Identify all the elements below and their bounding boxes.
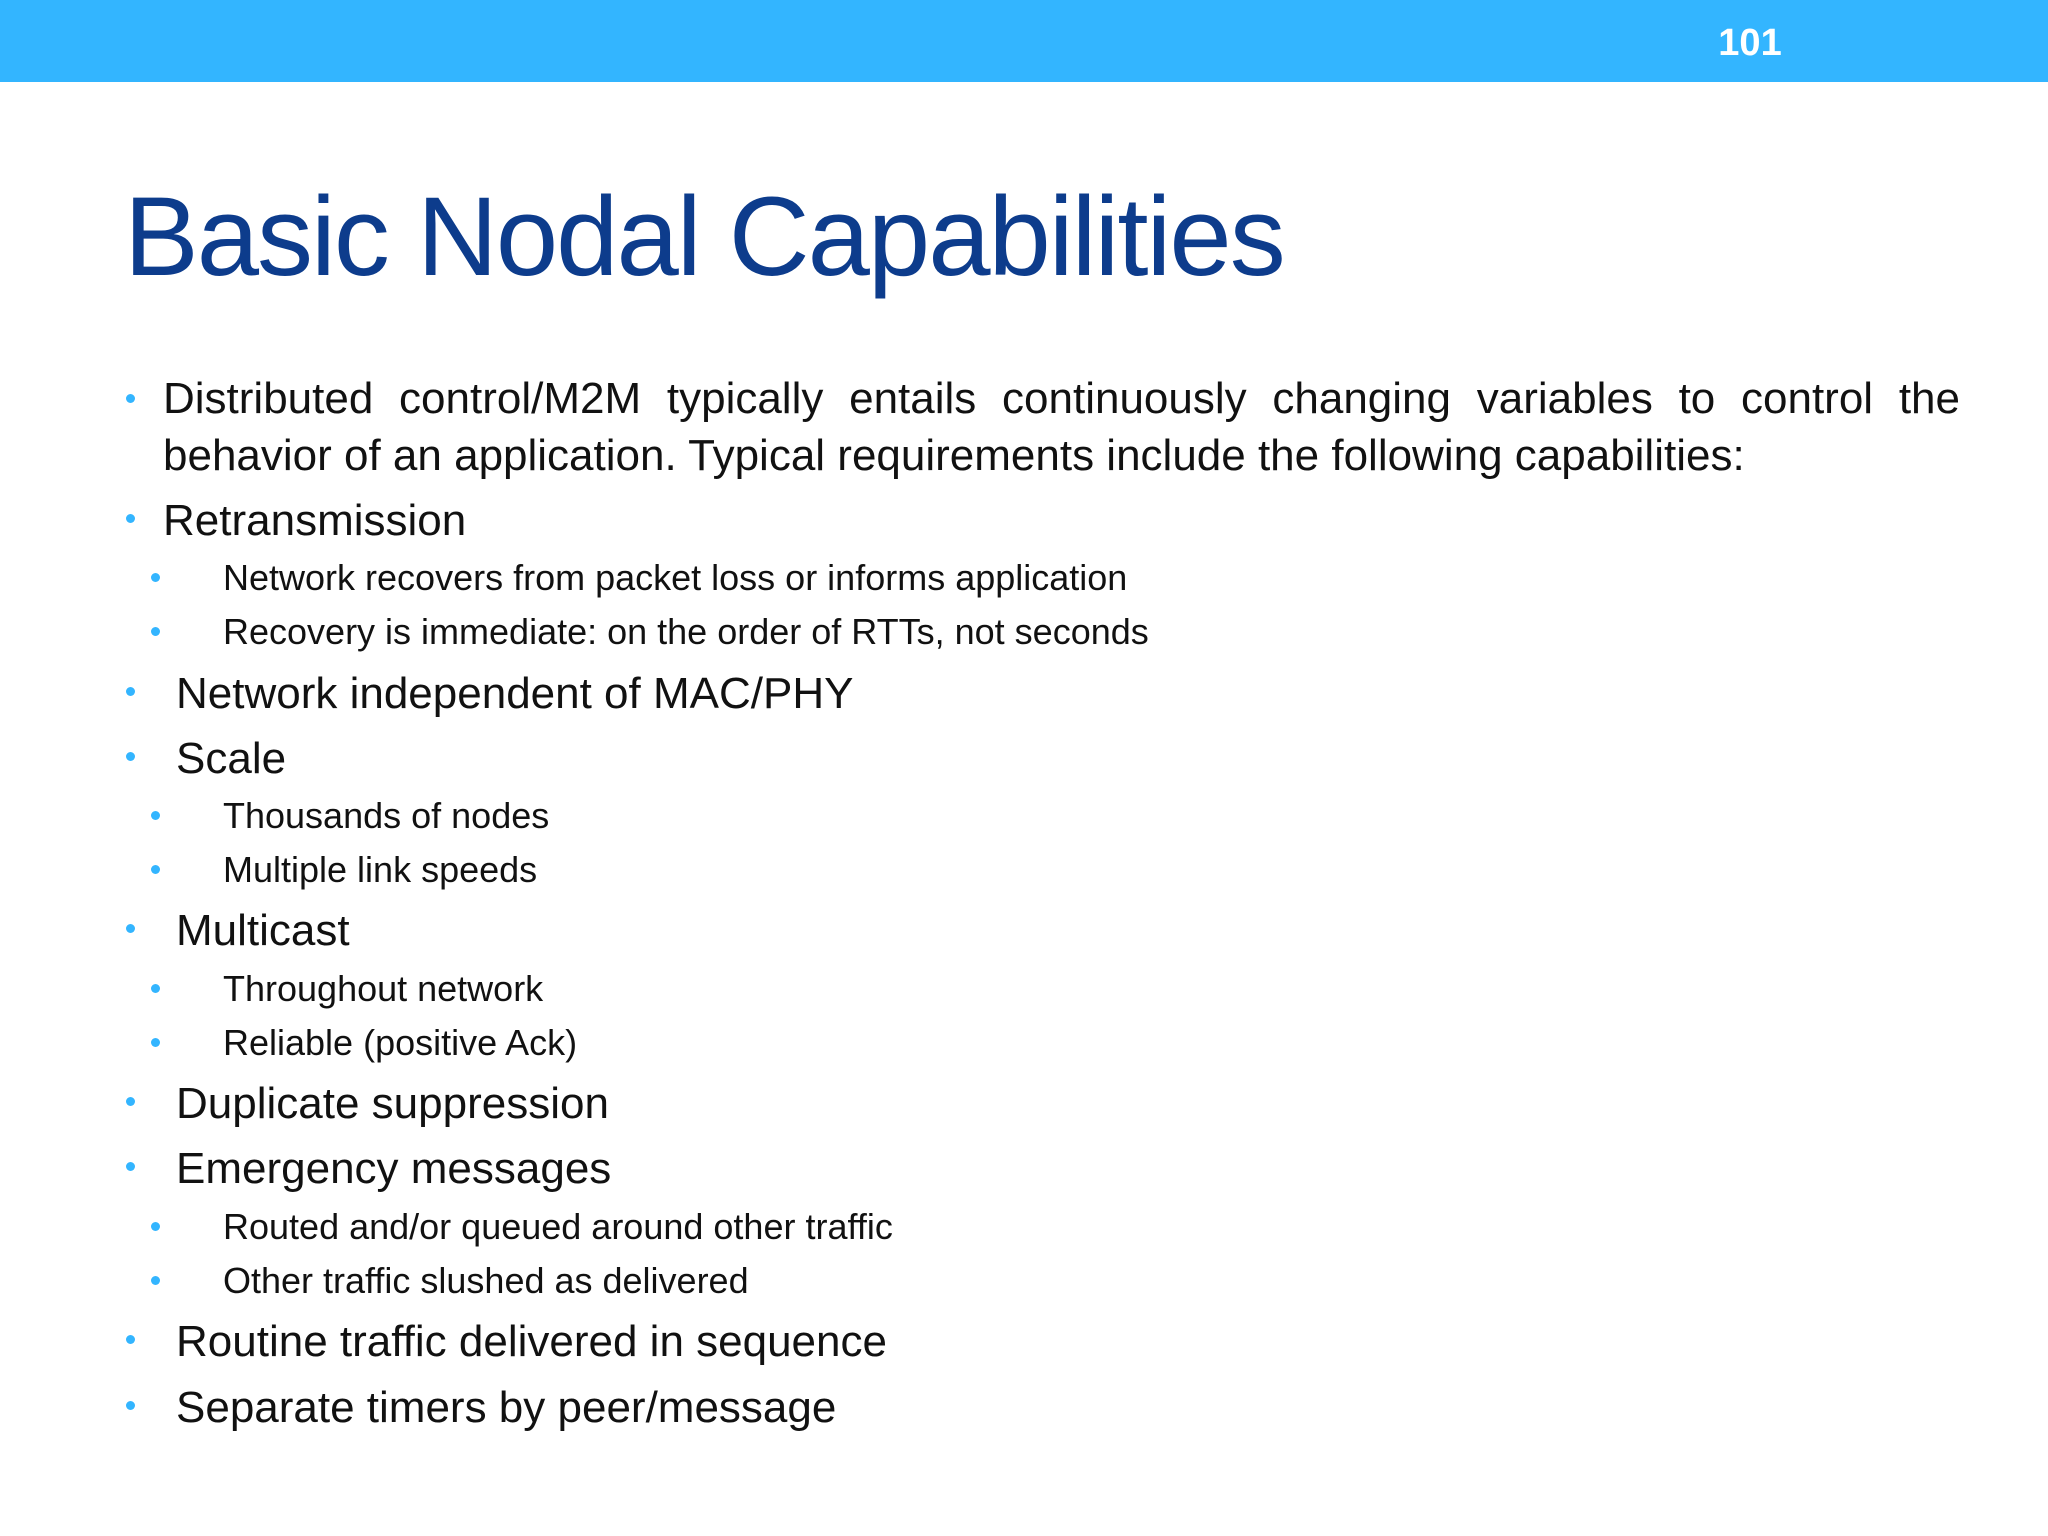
bullet-dot-icon bbox=[151, 573, 160, 582]
bullet-dot-icon bbox=[126, 752, 135, 761]
bullet-dot-icon bbox=[126, 394, 135, 403]
bullet-dot-icon bbox=[151, 627, 160, 636]
bullet-dot-icon bbox=[151, 1038, 160, 1047]
bullet-text: Scale bbox=[176, 734, 287, 783]
bullet-text: Routine traffic delivered in sequence bbox=[176, 1317, 887, 1366]
bullet-text: Reliable (positive Ack) bbox=[223, 1022, 578, 1063]
bullet-text: Thousands of nodes bbox=[223, 795, 550, 836]
bullet-dot-icon bbox=[126, 514, 135, 523]
bullet-dot-icon bbox=[126, 1335, 135, 1344]
page-number: 101 bbox=[1718, 22, 1782, 64]
bullet-text: Distributed control/M2M typically entails continuously changing variables to control the behavior of an application. Typical requirements include the following capabilities: bbox=[163, 374, 1960, 480]
bullet-dot-icon bbox=[126, 924, 135, 933]
bullet-dot-icon bbox=[151, 1276, 160, 1285]
bullet-dot-icon bbox=[126, 1162, 135, 1171]
bullet-text: Retransmission bbox=[163, 496, 467, 545]
bullet-dot-icon bbox=[126, 687, 135, 696]
bullet-text: Recovery is immediate: on the order of RTTs, not seconds bbox=[223, 611, 1149, 652]
bullet-text: Emergency messages bbox=[176, 1144, 612, 1193]
bullet-text: Other traffic slushed as delivered bbox=[223, 1260, 749, 1301]
bullet-dot-icon bbox=[151, 811, 160, 820]
bullet-dot-icon bbox=[151, 984, 160, 993]
bullet-text: Network independent of MAC/PHY bbox=[176, 669, 854, 718]
slide-title: Basic Nodal Capabilities bbox=[124, 174, 1284, 299]
bullet-text: Duplicate suppression bbox=[176, 1079, 609, 1128]
bullet-text: Throughout network bbox=[223, 968, 544, 1009]
bullet-text: Multiple link speeds bbox=[223, 849, 538, 890]
bullet-dot-icon bbox=[126, 1097, 135, 1106]
bullet-dot-icon bbox=[151, 1222, 160, 1231]
bullet-text: Multicast bbox=[176, 906, 350, 955]
bullet-dot-icon bbox=[126, 1401, 135, 1410]
bullet-dot-icon bbox=[151, 865, 160, 874]
bullet-text: Separate timers by peer/message bbox=[176, 1383, 837, 1432]
bullet-text: Network recovers from packet loss or informs application bbox=[223, 557, 1128, 598]
bullet-text: Routed and/or queued around other traffic bbox=[223, 1206, 893, 1247]
